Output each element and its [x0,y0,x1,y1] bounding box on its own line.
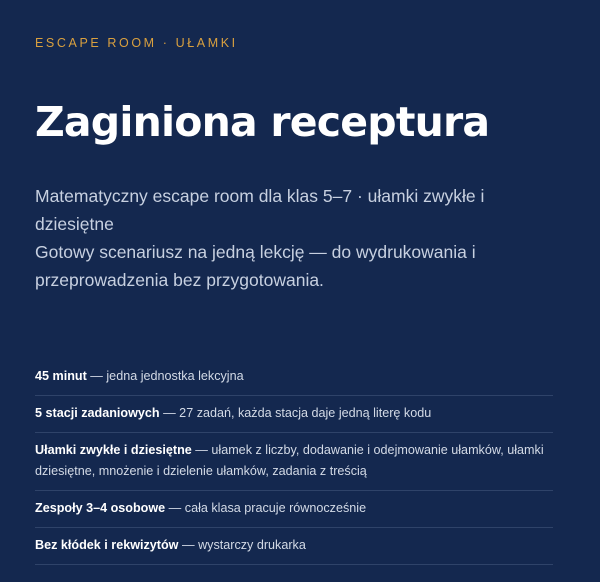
feature-text: — cała klasa pracuje równocześnie [165,501,367,515]
feature-text: — ułamek z liczby, dodawanie i odejmowanie ułamków, ułamki dziesiętne, mnożenie i dzielenie ułamków, zadania z treścią [35,443,544,478]
feature-text: — 27 zadań, każda stacja daje jedną literę kodu [159,406,432,420]
eyebrow-label: ESCAPE ROOM · UŁAMKI [35,36,238,50]
feature-label: Ułamki zwykłe i dziesiętne [35,443,192,457]
feature-item-topics [35,433,553,491]
feature-item-duration [35,359,553,396]
subtitle [35,182,495,294]
feature-item-teams [35,491,553,528]
page-title: Zaginiona receptura [35,98,490,146]
feature-text: — jedna jednostka lekcyjna [86,369,244,383]
feature-label: Bez kłódek i rekwizytów [35,538,179,552]
subtitle-line-1: Matematyczny escape room dla klas 5–7 · ułamki zwykłe i dziesiętne [35,186,485,234]
subtitle-line-2: Gotowy scenariusz na jedną lekcję — do wydrukowania i przeprowadzenia bez przygotowania. [35,242,476,290]
feature-list [35,359,553,565]
feature-item-stations [35,396,553,433]
feature-label: 45 minut [35,369,87,383]
feature-item-no-props [35,528,553,565]
feature-text: — wystarczy drukarka [178,538,306,552]
feature-label: Zespoły 3–4 osobowe [35,501,166,515]
feature-label: 5 stacji zadaniowych [35,406,160,420]
